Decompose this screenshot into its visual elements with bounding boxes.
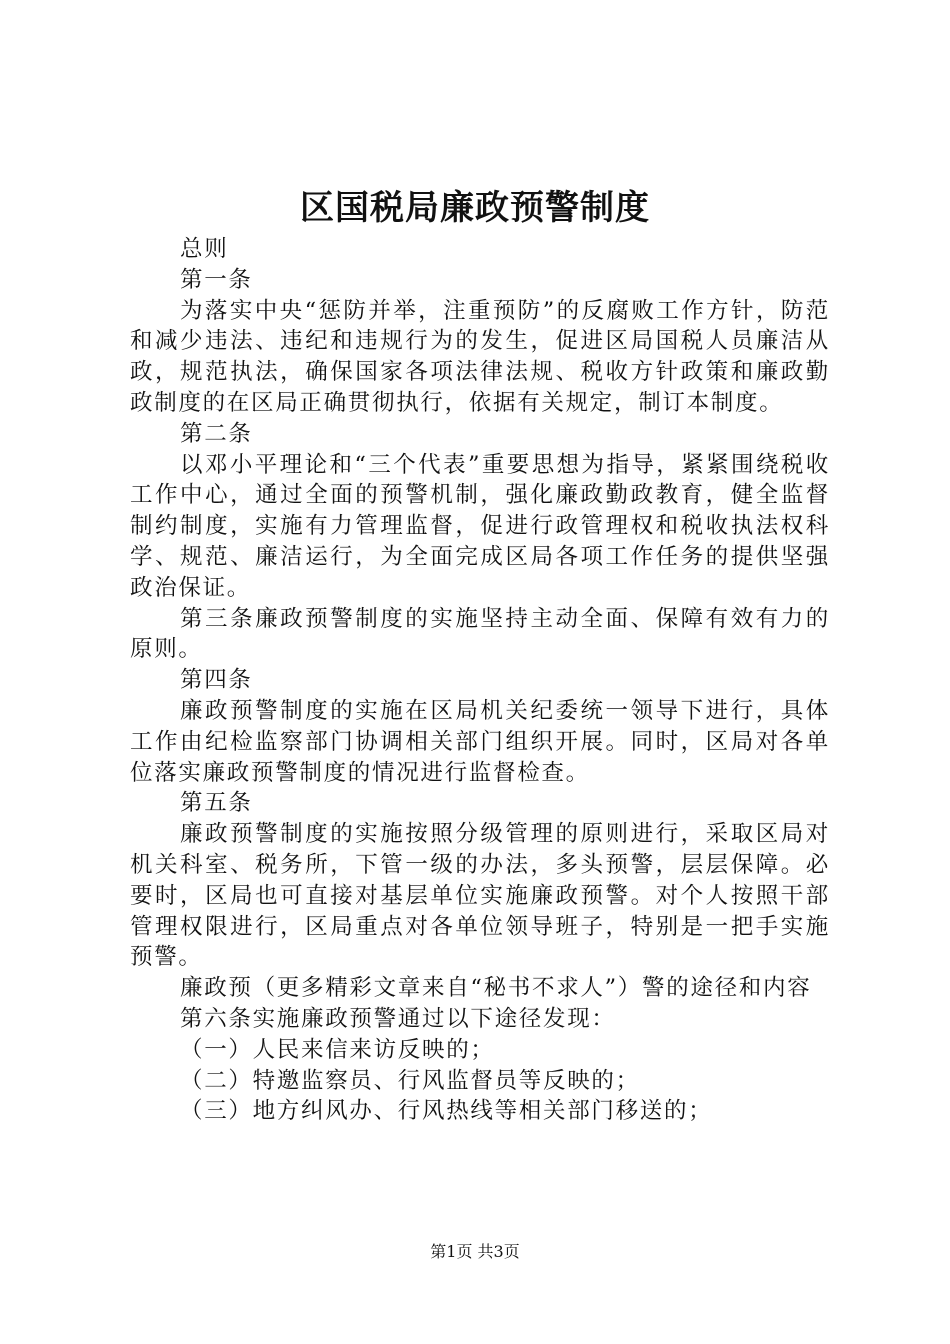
paragraph-item-2: （二）特邀监察员、行风监督员等反映的； (180, 1067, 640, 1094)
paragraph-general-provisions: 总则 (180, 236, 229, 262)
paragraph-section-heading: 廉政预（更多精彩文章来自“秘书不求人”）警的途径和内容 (180, 975, 812, 1002)
paragraph-item-3: （三）地方纠风办、行风热线等相关部门移送的； (180, 1098, 713, 1125)
paragraph-article-1-heading: 第一条 (180, 266, 253, 293)
document-body (130, 234, 830, 1127)
page-footer: 第1页 共3页 (430, 1242, 520, 1261)
paragraph-article-3: 第三条廉政预警制度的实施坚持主动全面、保障有效有力的原则。 (130, 605, 830, 663)
paragraph-article-4-heading: 第四条 (180, 667, 253, 694)
paragraph-article-2-text: 以邓小平理论和“三个代表”重要思想为指导，紧紧围绕税收工作中心，通过全面的预警机制，强化廉政勤政教育，健全监督制约制度，实施有力管理监督，促进行政管理权和税收执法权科学、规范、廉洁运行，为全面完成区局各项工作任务的提供坚强政治保证。 (130, 451, 830, 601)
paragraph-article-6: 第六条实施廉政预警通过以下途径发现： (180, 1005, 616, 1032)
paragraph-item-1: （一）人民来信来访反映的； (180, 1036, 495, 1063)
paragraph-article-2-heading: 第二条 (180, 420, 253, 447)
paragraph-article-1-text: 为落实中央“惩防并举，注重预防”的反腐败工作方针，防范和减少违法、违纪和违规行为的发生，促进区局国税人员廉洁从政，规范执法，确保国家各项法律法规、税收方针政策和廉政勤政制度的在区局正确贯彻执行，依据有关规定，制订本制度。 (130, 297, 830, 416)
paragraph-article-5-heading: 第五条 (180, 790, 253, 817)
paragraph-article-4-text: 廉政预警制度的实施在区局机关纪委统一领导下进行，具体工作由纪检监察部门协调相关部门组织开展。同时，区局对各单位落实廉政预警制度的情况进行监督检查。 (130, 697, 830, 786)
paragraph-article-5-text: 廉政预警制度的实施按照分级管理的原则进行，采取区局对机关科室、税务所，下管一级的办法，多头预警，层层保障。必要时，区局也可直接对基层单位实施廉政预警。对个人按照干部管理权限进行，区局重点对各单位领导班子，特别是一把手实施预警。 (130, 821, 830, 971)
document-title: 区国税局廉政预警制度 (300, 188, 650, 228)
